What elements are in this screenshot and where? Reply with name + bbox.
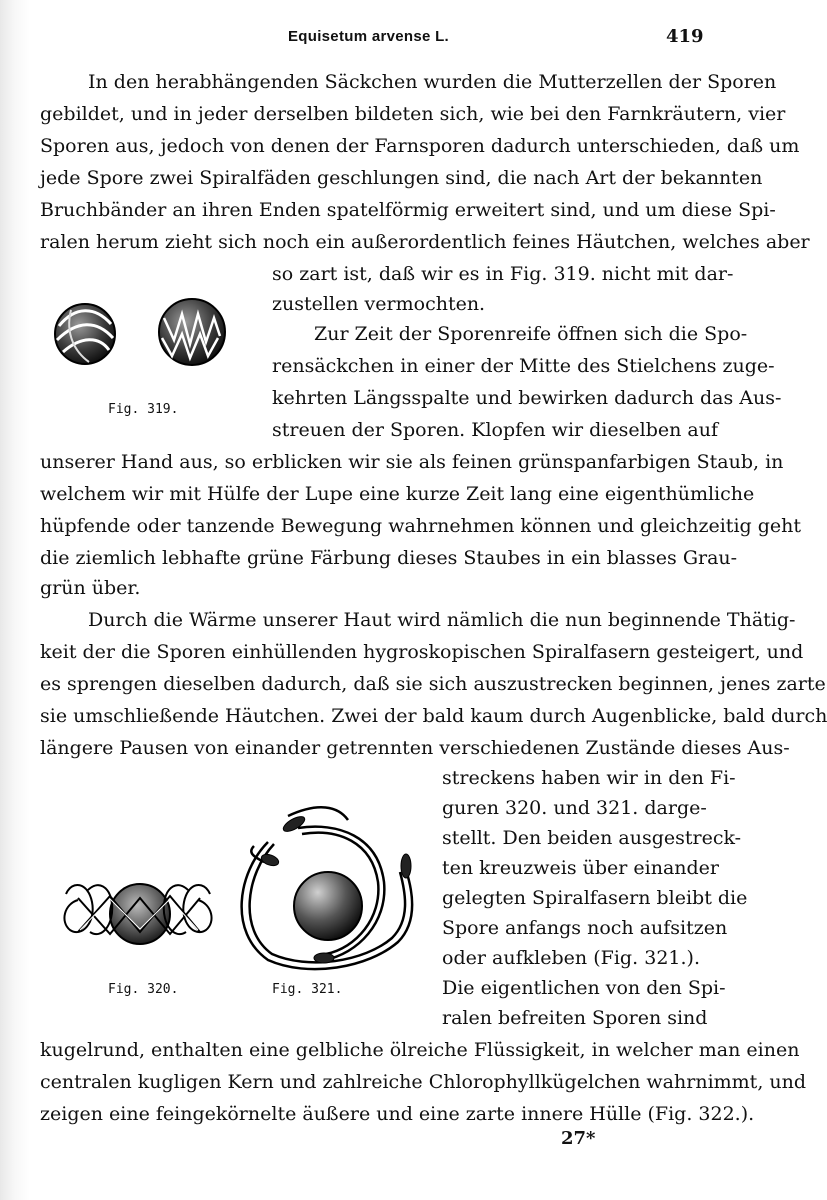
text-line: oder aufkleben (Fig. 321.). <box>442 947 700 969</box>
text-line: keit der die Sporen einhüllenden hygroskopischen Spiralfasern gesteigert, und <box>40 641 804 663</box>
text-line: gebildet, und in jeder derselben bildeten sich, wie bei den Farnkräutern, vier <box>40 103 786 125</box>
text-line: centralen kugligen Kern und zahlreiche Chlorophyllkügelchen wahrnimmt, und <box>40 1071 807 1093</box>
figure-320-caption: Fig. 320. <box>108 982 179 997</box>
text-line: ralen herum zieht sich noch ein außerordentlich feines Häutchen, welches aber <box>40 231 810 253</box>
figure-321-illustration <box>228 802 428 970</box>
text-line: streckens haben wir in den Fi- <box>442 767 736 789</box>
text-line: In den herabhängenden Säckchen wurden die Mutterzellen der Sporen <box>88 71 777 93</box>
text-line: längere Pausen von einander getrennten verschiedenen Zustände dieses Aus- <box>40 737 790 759</box>
spore-left <box>55 304 115 364</box>
text-line: guren 320. und 321. darge- <box>442 797 707 819</box>
text-line: welchem wir mit Hülfe der Lupe eine kurze Zeit lang eine eigenthümliche <box>40 483 755 505</box>
text-line: Zur Zeit der Sporenreife öffnen sich die Spo- <box>314 323 748 345</box>
text-line: Spore anfangs noch aufsitzen <box>442 917 728 939</box>
text-line: Sporen aus, jedoch von denen der Farnsporen dadurch unterschieden, daß um <box>40 135 800 157</box>
text-line: grün über. <box>40 577 141 599</box>
text-line: kugelrund, enthalten eine gelbliche ölreiche Flüssigkeit, in welcher man einen <box>40 1039 800 1061</box>
text-line: Bruchbänder an ihren Enden spatelförmig erweitert sind, und um diese Spi- <box>40 199 776 221</box>
text-line: jede Spore zwei Spiralfäden geschlungen sind, die nach Art der bekannten <box>40 167 763 189</box>
figure-319-caption: Fig. 319. <box>108 402 179 417</box>
text-line: zeigen eine feingekörnelte äußere und eine zarte innere Hülle (Fig. 322.). <box>40 1103 755 1125</box>
text-line: streuen der Sporen. Klopfen wir dieselben auf <box>272 419 718 441</box>
text-line: so zart ist, daß wir es in Fig. 319. nicht mit dar- <box>272 263 734 285</box>
page-number: 419 <box>666 26 704 47</box>
text-line: kehrten Längsspalte und bewirken dadurch das Aus- <box>272 387 782 409</box>
figure-321-caption: Fig. 321. <box>272 982 343 997</box>
spore-right <box>159 299 225 365</box>
text-line: stellt. Den beiden ausgestreck- <box>442 827 742 849</box>
text-line: zustellen vermochten. <box>272 293 486 315</box>
text-line: unserer Hand aus, so erblicken wir sie als feinen grünspanfarbigen Staub, in <box>40 451 784 473</box>
text-line: hüpfende oder tanzende Bewegung wahrnehmen können und gleichzeitig geht <box>40 515 802 537</box>
signature-mark: 27* <box>561 1128 596 1149</box>
text-line: sie umschließende Häutchen. Zwei der bald kaum durch Augenblicke, bald durch <box>40 705 827 727</box>
text-line: rensäckchen in einer der Mitte des Stielchens zuge- <box>272 355 775 377</box>
figure-320-illustration <box>58 872 218 962</box>
figure-319-illustration <box>55 296 235 376</box>
running-head: Equisetum arvense L. <box>287 28 450 45</box>
text-line: Durch die Wärme unserer Haut wird nämlich die nun beginnende Thätig- <box>88 609 796 631</box>
text-line: ralen befreiten Sporen sind <box>442 1007 708 1029</box>
text-line: gelegten Spiralfasern bleibt die <box>442 887 748 909</box>
text-line: ten kreuzweis über einander <box>442 857 719 879</box>
text-line: es sprengen dieselben dadurch, daß sie sich auszustrecken beginnen, jenes zarte <box>40 673 826 695</box>
text-line: Die eigentlichen von den Spi- <box>442 977 726 999</box>
text-line: die ziemlich lebhafte grüne Färbung dieses Staubes in ein blasses Grau- <box>40 547 738 569</box>
